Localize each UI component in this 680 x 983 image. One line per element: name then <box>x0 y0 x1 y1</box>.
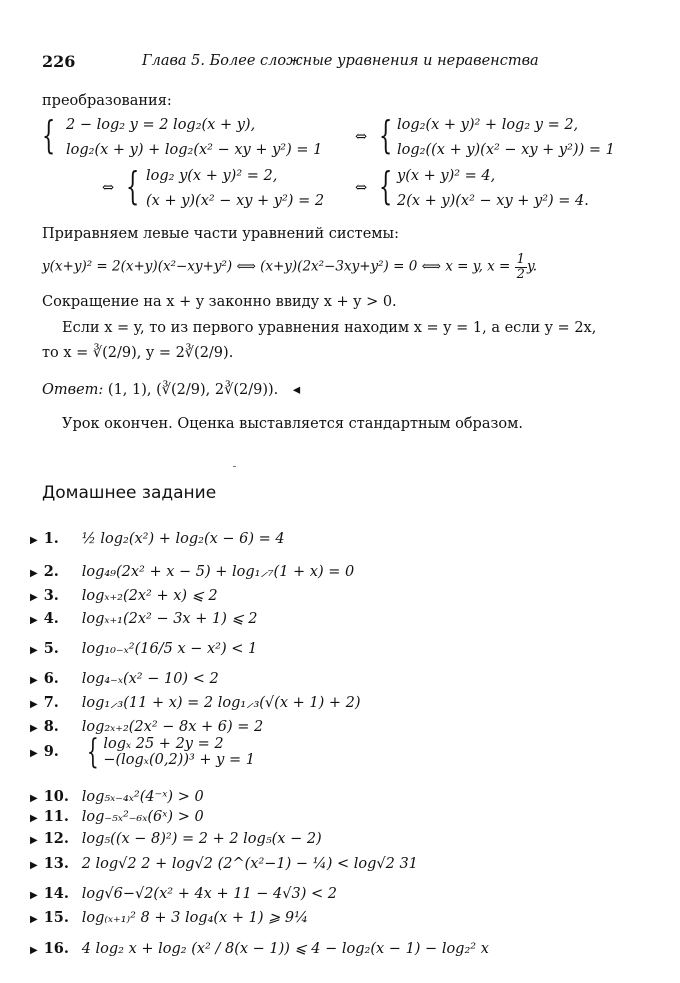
left-brace: { <box>86 732 99 772</box>
bullet-triangle-icon: ▶ <box>30 645 38 656</box>
homework-item-number: 12. <box>43 830 69 847</box>
bullet-triangle-icon: ▶ <box>30 813 38 824</box>
system2-right-row2: 2(x + y)(x² − xy + y²) = 4. <box>397 193 589 209</box>
page-number: 226 <box>42 52 76 71</box>
system1-right-row1: log₂(x + y)² + log₂ y = 2, <box>397 117 579 133</box>
homework-item-number: 13. <box>43 855 69 872</box>
bullet-triangle-icon: ▶ <box>30 914 38 925</box>
bullet-triangle-icon: ▶ <box>30 890 38 901</box>
homework-item-equation: log₄₋ₓ(x² − 10) < 2 <box>81 671 219 687</box>
answer-line <box>42 382 300 399</box>
print-speck <box>233 466 236 467</box>
homework-item <box>30 885 337 902</box>
end-of-proof-mark: ◂ <box>292 382 301 398</box>
homework-item-number: 5. <box>43 640 59 657</box>
homework-item-equation: logₓ₊₁(2x² − 3x + 1) ⩽ 2 <box>81 611 258 627</box>
homework-item-equation-2: −(logₓ(0,2))³ + y = 1 <box>103 752 255 768</box>
bullet-triangle-icon: ▶ <box>30 793 38 804</box>
homework-item-equation: log₄₉(2x² + x − 5) + log₁⸝₇(1 + x) = 0 <box>81 564 355 580</box>
equation-system-2 <box>42 166 642 222</box>
bullet-triangle-icon: ▶ <box>30 535 38 546</box>
bullet-triangle-icon: ▶ <box>30 675 38 686</box>
system2-left-row2: (x + y)(x² − xy + y²) = 2 <box>146 193 325 209</box>
right-brace: { <box>379 164 393 208</box>
homework-item <box>30 830 322 847</box>
homework-item <box>30 909 308 926</box>
equate-text: Приравняем левые части уравнений системы: <box>42 226 399 242</box>
lesson-end-text: Урок окончен. Оценка выставляется стандартным образом. <box>62 416 523 432</box>
system-rows <box>103 736 255 768</box>
homework-item-number: 9. <box>43 743 59 760</box>
equivalence-arrow: ⇔ <box>355 180 368 196</box>
case-line-1: Если x = y, то из первого уравнения находим x = y = 1, а если y = 2x, <box>62 320 597 336</box>
running-title: Глава 5. Более сложные уравнения и неравенства <box>142 53 539 69</box>
bullet-triangle-icon: ▶ <box>30 748 38 759</box>
homework-item-equation: 4 log₂ x + log₂ (x² / 8(x − 1)) ⩽ 4 − log₂(x − 1) − log₂² x <box>81 941 489 957</box>
homework-item-number: 2. <box>43 563 59 580</box>
left-brace: { <box>126 164 140 208</box>
bullet-triangle-icon: ▶ <box>30 945 38 956</box>
equivalence-arrow: ⇔ <box>355 129 368 145</box>
bullet-triangle-icon: ▶ <box>30 860 38 871</box>
system1-left-row2: log₂(x + y) + log₂(x² − xy + y²) = 1 <box>66 142 323 158</box>
bullet-triangle-icon: ▶ <box>30 568 38 579</box>
homework-item <box>30 732 255 772</box>
bullet-triangle-icon: ▶ <box>30 835 38 846</box>
bullet-triangle-icon: ▶ <box>30 699 38 710</box>
reduction-text: Сокращение на x + y законно ввиду x + y > 0. <box>42 294 397 310</box>
homework-system <box>82 732 255 772</box>
homework-item <box>30 855 418 872</box>
homework-item-equation: log₁₀₋ₓ²(16/5 x − x²) < 1 <box>81 641 258 657</box>
homework-item <box>30 940 489 957</box>
homework-item-number: 14. <box>43 885 69 902</box>
right-brace: { <box>379 113 393 157</box>
fraction <box>515 253 527 281</box>
homework-item-equation: log₅ₓ₋₄ₓ²(4⁻ˣ) > 0 <box>81 789 204 805</box>
chain-end: y. <box>526 258 538 275</box>
homework-item <box>30 530 285 547</box>
bullet-triangle-icon: ▶ <box>30 615 38 626</box>
homework-item-equation: logₓ₊₂(2x² + x) ⩽ 2 <box>81 588 218 604</box>
homework-item-equation: ½ log₂(x²) + log₂(x − 6) = 4 <box>81 531 285 547</box>
homework-item-equation: log₁⸝₃(11 + x) = 2 log₁⸝₃(√(x + 1) + 2) <box>81 695 361 711</box>
equation-system-1 <box>42 115 642 171</box>
homework-item-equation: log₂ₓ₊₂(2x² − 8x + 6) = 2 <box>81 719 264 735</box>
homework-item-number: 1. <box>43 530 59 547</box>
intro-text: преобразования: <box>42 93 172 109</box>
homework-item-equation: log₋₅ₓ²₋₆ₓ(6ˣ) > 0 <box>81 809 204 825</box>
answer-value: (1, 1), (∛(2/9), 2∛(2/9)). <box>107 382 279 398</box>
homework-item-number: 4. <box>43 610 59 627</box>
homework-item-number: 7. <box>43 694 59 711</box>
homework-item-equation: logₓ 25 + 2y = 2 <box>103 736 224 752</box>
system2-left-row1: log₂ y(x + y)² = 2, <box>146 168 278 184</box>
bullet-triangle-icon: ▶ <box>30 723 38 734</box>
homework-item-equation: log₅((x − 8)²) = 2 + 2 log₅(x − 2) <box>81 831 322 847</box>
derivation-chain <box>42 253 537 281</box>
homework-item <box>30 610 257 627</box>
system1-left-row1: 2 − log₂ y = 2 log₂(x + y), <box>66 117 256 133</box>
system2-right-row1: y(x + y)² = 4, <box>397 168 496 184</box>
homework-item <box>30 561 354 581</box>
equivalence-arrow: ⇔ <box>102 180 115 196</box>
homework-item-number: 10. <box>43 788 69 805</box>
homework-item <box>30 788 204 805</box>
homework-item <box>30 808 204 825</box>
fraction-denominator: 2 <box>516 266 525 282</box>
homework-item-number: 3. <box>43 587 59 604</box>
homework-item-number: 6. <box>43 670 59 687</box>
system1-right-row2: log₂((x + y)(x² − xy + y²)) = 1 <box>397 142 615 158</box>
homework-item <box>30 670 219 687</box>
chain-main: y(x+y)² = 2(x+y)(x²−xy+y²) ⟺ (x+y)(2x²−3xy+y²) = 0 ⟺ x = y, x = <box>42 258 515 275</box>
bullet-triangle-icon: ▶ <box>30 592 38 603</box>
homework-item-number: 8. <box>43 718 59 735</box>
case-line-2: то x = ∛(2/9), y = 2∛(2/9). <box>42 345 234 361</box>
homework-item <box>30 640 257 657</box>
homework-item-equation: 2 log√2 2 + log√2 (2^(x²−1) − ¼) < log√2 31 <box>81 856 418 872</box>
answer-label: Ответ: <box>42 382 104 398</box>
fraction-numerator: 1 <box>516 252 525 267</box>
homework-item-equation: log₍ₓ₊₁₎² 8 + 3 log₄(x + 1) ⩾ 9¼ <box>81 910 309 926</box>
left-brace: { <box>42 113 56 157</box>
homework-item-number: 16. <box>43 940 69 957</box>
homework-title: Домашнее задание <box>42 483 217 503</box>
homework-item <box>30 692 361 712</box>
homework-item-equation: log√6−√2(x² + 4x + 11 − 4√3) < 2 <box>81 886 337 902</box>
homework-item <box>30 587 218 604</box>
page-header <box>42 52 640 72</box>
homework-item-number: 15. <box>43 909 69 926</box>
homework-item-number: 11. <box>43 808 69 825</box>
